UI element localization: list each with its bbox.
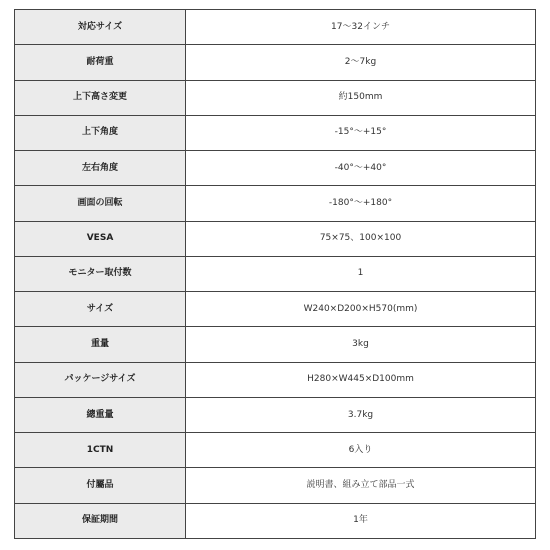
spec-value: H280×W445×D100mm	[186, 362, 536, 397]
spec-label: 1CTN	[15, 433, 186, 468]
table-row	[15, 221, 536, 256]
spec-label: 總重量	[15, 397, 186, 432]
spec-label: 左右角度	[15, 151, 186, 186]
table-row	[15, 256, 536, 291]
table-row	[15, 80, 536, 115]
spec-label: 上下角度	[15, 115, 186, 150]
spec-value: 75×75、100×100	[186, 221, 536, 256]
table-row	[15, 397, 536, 432]
spec-label: サイズ	[15, 292, 186, 327]
spec-label: パッケージサイズ	[15, 362, 186, 397]
spec-value: 1	[186, 256, 536, 291]
table-row	[15, 115, 536, 150]
spec-label: 付屬品	[15, 468, 186, 503]
spec-label: 対応サイズ	[15, 10, 186, 45]
spec-value: -180°〜+180°	[186, 186, 536, 221]
spec-label: VESA	[15, 221, 186, 256]
table-row	[15, 468, 536, 503]
spec-value: 1年	[186, 503, 536, 538]
spec-value: -40°〜+40°	[186, 151, 536, 186]
table-row	[15, 327, 536, 362]
spec-value: 説明書、組み立て部品一式	[186, 468, 536, 503]
spec-label: モニター取付数	[15, 256, 186, 291]
spec-value: 約150mm	[186, 80, 536, 115]
spec-value: 3kg	[186, 327, 536, 362]
table-row	[15, 362, 536, 397]
table-row	[15, 45, 536, 80]
table-row	[15, 151, 536, 186]
spec-label: 重量	[15, 327, 186, 362]
spec-value: 17〜32インチ	[186, 10, 536, 45]
table-row	[15, 10, 536, 45]
spec-table	[14, 9, 536, 539]
spec-value: -15°〜+15°	[186, 115, 536, 150]
table-row	[15, 433, 536, 468]
table-row	[15, 186, 536, 221]
spec-value: 6入り	[186, 433, 536, 468]
table-row	[15, 292, 536, 327]
spec-label: 上下高さ変更	[15, 80, 186, 115]
spec-label: 保証期間	[15, 503, 186, 538]
spec-label: 耐荷重	[15, 45, 186, 80]
table-row	[15, 503, 536, 538]
spec-value: W240×D200×H570(mm)	[186, 292, 536, 327]
spec-value: 3.7kg	[186, 397, 536, 432]
spec-label: 画面の回転	[15, 186, 186, 221]
spec-value: 2〜7kg	[186, 45, 536, 80]
